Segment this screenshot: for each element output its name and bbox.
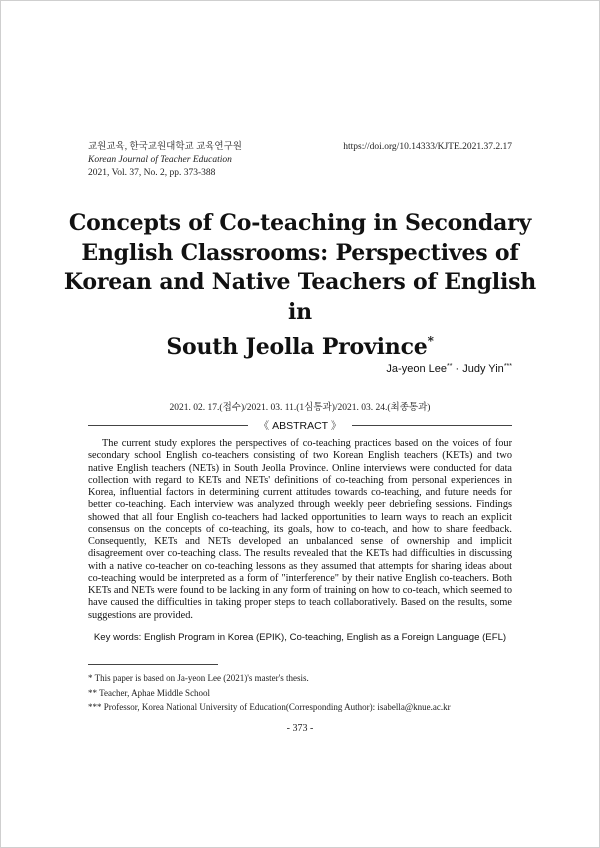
journal-name: Korean Journal of Teacher Education	[88, 155, 232, 165]
title-line-4	[60, 327, 540, 363]
keywords: Key words: English Program in Korea (EPIK), Co-teaching, English as a Foreign Language (EFL)	[93, 632, 507, 643]
title-line-4-text: South Jeolla Province	[166, 334, 428, 360]
paper-title	[60, 209, 540, 363]
footnote-divider	[88, 664, 218, 665]
abstract-text: The current study explores the perspectives of co-teaching practices based on the voices of four secondary school English co-teachers consisting of two Korean English teachers (KETs) and two native English teachers (NETs) in South Jeolla Province. Online interviews were conducted for data collection with regard to KETs and NETs' definitions of co-teaching from personal experiences in Korea, influential factors in determining current attitudes towards co-teaching, and future needs for better co-teaching. Each interview was analyzed through weekly peer debriefing sessions. Findings showed that all four English co-teachers had lacked opportunities to learn ways to reach an explicit consensus on the concepts of co-teaching, its goals, how to co-teach, and how to share feedback. Consequently, KETs and NETs developed an unbalanced sense of ownership and implicit disagreement over co-teaching class. The results revealed that the KETs had difficulties in discussing with a native co-teacher on co-teaching lessons as they assumed that attempts for sharing ideas about co-teaching would be interpreted as a form of "interference" by their native English co-teachers. Both KETs and NETs were found to be lacking in any form of training on how to co-teach, which seemed to have caused the difficulties in taking proper steps to teach collaboratively. Based on the results, some suggestions are provided.	[88, 438, 512, 621]
abstract-heading	[88, 418, 512, 432]
author-2-mark: ***	[503, 363, 512, 370]
abstract-rule-right	[352, 425, 512, 426]
submission-dates: 2021. 02. 17.(접수)/2021. 03. 11.(1심통과)/2021. 03. 24.(최종통과)	[169, 403, 431, 413]
abstract-label: 《 ABSTRACT 》	[258, 420, 342, 432]
author-1: Ja-yeon Lee	[386, 363, 447, 375]
page-number: - 373 -	[286, 723, 314, 734]
citation-info: 2021, Vol. 37, No. 2, pp. 373-388	[88, 168, 216, 178]
title-footnote-marker: *	[427, 334, 434, 348]
institute-name: 교원교육, 한국교원대학교 교육연구원	[88, 142, 242, 152]
doi-link[interactable]: https://doi.org/10.14333/KJTE.2021.37.2.17	[343, 142, 512, 152]
journal-header	[88, 141, 242, 180]
footnote-3: *** Professor, Korea National University of Education(Corresponding Author): isabella@knue.ac.kr	[88, 702, 451, 712]
author-list	[386, 363, 512, 375]
title-line-1: Concepts of Co-teaching in Secondary	[68, 210, 532, 236]
footnote-2: ** Teacher, Aphae Middle School	[88, 687, 211, 698]
title-line-2: English Classrooms: Perspectives of	[81, 239, 519, 266]
footnote-1: * This paper is based on Ja-yeon Lee (2021)'s master's thesis.	[88, 673, 309, 683]
author-separator: ·	[455, 363, 460, 375]
author-1-mark: **	[446, 363, 453, 370]
footnotes	[88, 671, 528, 715]
author-2: Judy Yin	[462, 363, 504, 375]
title-line-3: Korean and Native Teachers of English in	[63, 269, 537, 325]
